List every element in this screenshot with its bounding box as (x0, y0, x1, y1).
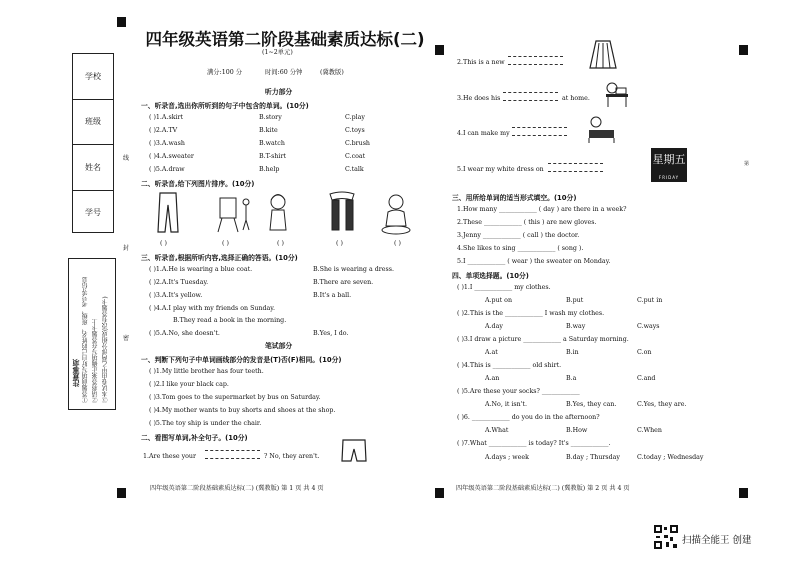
registration-mark (435, 45, 444, 55)
question-item: ( )5.The toy ship is under the chair. (149, 420, 262, 427)
answer-line[interactable] (512, 135, 567, 136)
question-item: 1.How many ____________ ( day ) are there in a week? (457, 206, 627, 213)
written-heading: 笔试部分 (265, 342, 293, 350)
answer-line[interactable] (508, 64, 563, 65)
mc-option: A.day (485, 323, 503, 330)
question-option: C.play (345, 114, 365, 121)
question-text: ? No, they aren't. (264, 453, 320, 460)
answer-line[interactable] (205, 458, 260, 459)
mc-option: C.When (637, 427, 662, 434)
mc-question: ( )6. ____________ do you do in the afternoon? (457, 414, 600, 421)
skirt-picture (588, 38, 618, 72)
homework-picture (602, 80, 632, 108)
question-option: ( )5.A.No, she doesn't. (149, 330, 220, 337)
bed-picture (586, 114, 616, 144)
mc-option: C.Yes, they are. (637, 401, 687, 408)
question-option: B.kite (259, 127, 278, 134)
mc-option: A.days ; week (485, 454, 529, 461)
mc-option: B.Yes, they can. (566, 401, 617, 408)
question-option: ( )3.A.wash (149, 140, 185, 147)
girl-picture (270, 195, 286, 231)
registration-mark (435, 488, 444, 498)
mc-option: B.How (566, 427, 588, 434)
answer-line[interactable] (508, 56, 563, 57)
scarf-picture (330, 192, 354, 230)
friday-label: 星期五 (652, 153, 686, 166)
notice-box (68, 258, 116, 410)
number-field[interactable]: 学号 (85, 208, 101, 218)
mc-option: C.and (637, 375, 656, 382)
shorts-picture (340, 437, 368, 465)
answer-blank[interactable]: ( ) (222, 240, 229, 247)
registration-mark (739, 488, 748, 498)
seal-line-label: 封 (123, 245, 130, 252)
question-text: at home. (562, 95, 590, 102)
answer-blank[interactable]: ( ) (336, 240, 343, 247)
mc-question: ( )5.Are these your socks? ____________ (457, 388, 580, 395)
answer-line[interactable] (548, 163, 603, 164)
mc-question: ( )7.What ____________ is today? It's ____________. (457, 440, 611, 447)
page-footer: 四年级英语第二阶段基础素质达标(二) (冀教版) 第 2 页 共 4 页 (456, 485, 630, 492)
section-title: 三、用所给单词的适当形式填空。(10分) (452, 194, 577, 202)
question-option: B.T-shirt (259, 153, 286, 160)
mc-option: B.in (566, 349, 579, 356)
question-text: 1.Are these your (143, 453, 196, 460)
page-footer: 四年级英语第二阶段基础素质达标(二) (冀教版) 第 1 页 共 4 页 (150, 485, 324, 492)
question-option: B.It's a ball. (313, 292, 352, 299)
school-field[interactable]: 学校 (73, 54, 113, 100)
picture-row (150, 190, 420, 236)
question-item: ( )3.Tom goes to the supermarket by bus on Saturday. (149, 394, 321, 401)
question-item: 5.I ____________ ( wear ) the sweater on Monday. (457, 258, 611, 265)
section-title: 二、听录音,给下列图片排序。(10分) (141, 180, 255, 188)
registration-mark (117, 488, 126, 498)
score-label: 满分:100 分 (207, 69, 243, 76)
mc-option: A.What (485, 427, 509, 434)
question-option: B.help (259, 166, 280, 173)
mc-option: B.day ; Thursday (566, 454, 620, 461)
margin-mark: 第 (744, 161, 750, 167)
answer-line[interactable] (503, 92, 558, 93)
mc-question: ( )2.This is the ____________ I wash my clothes. (457, 310, 605, 317)
friday-card (651, 148, 687, 182)
student-info-box (72, 53, 114, 233)
notice-title: 注意事项 (71, 359, 80, 387)
mc-question: ( )1.I ____________ my clothes. (457, 284, 551, 291)
question-text: 3.He does his (457, 95, 501, 102)
mc-option: A.at (485, 349, 498, 356)
trousers-picture (158, 193, 178, 232)
notice-item: ③本试卷由甲乙两部分组成(没有答题卡) (102, 296, 109, 403)
question-option: ( )4.A.sweater (149, 153, 194, 160)
question-text: 4.I can make my (457, 130, 510, 137)
question-option: ( )1.A.skirt (149, 114, 184, 121)
class-field[interactable]: 班级 (73, 100, 113, 146)
scanner-brand: 扫描全能王 创建 (682, 535, 752, 546)
units: (1~2单元) (262, 49, 293, 56)
mc-option: B.a (566, 375, 577, 382)
notice-item: ①答题前填写好自己的姓名、班级、考号等信息 (82, 277, 89, 403)
question-option: B.They read a book in the morning. (173, 317, 287, 324)
question-option: B.story (259, 114, 282, 121)
mc-question: ( )4.This is ____________ old shirt. (457, 362, 562, 369)
section-title: 二、看图写单词,补全句子。(10分) (141, 434, 248, 442)
mc-option: A.an (485, 375, 500, 382)
child-washing-picture (382, 195, 410, 234)
section-title: 一、听录音,选出你所听到的句子中包含的单词。(10分) (141, 102, 309, 110)
question-item: 3.Jenny ____________ ( call ) the doctor. (457, 232, 580, 239)
answer-blank[interactable]: ( ) (394, 240, 401, 247)
qr-code-icon (654, 525, 678, 549)
answer-blank[interactable]: ( ) (277, 240, 284, 247)
question-option: B.Yes, I do. (313, 330, 349, 337)
question-option: C.toys (345, 127, 365, 134)
page-title: 四年级英语第二阶段基础素质达标(二) (145, 30, 425, 49)
question-option: ( )1.A.He is wearing a blue coat. (149, 266, 253, 273)
mc-option: A.put on (485, 297, 513, 304)
question-option: ( )3.A.It's yellow. (149, 292, 203, 299)
mc-option: B.put (566, 297, 584, 304)
question-option: ( )2.A.It's Tuesday. (149, 279, 209, 286)
listening-heading: 听力部分 (265, 88, 293, 96)
name-field[interactable]: 姓名 (73, 145, 113, 191)
friday-sub: FRIDAY (658, 175, 680, 180)
answer-line[interactable] (512, 127, 567, 128)
question-item: ( )1.My little brother has four teeth. (149, 368, 264, 375)
notice-item: ②请将答案正确填写在答题卡上 (92, 319, 99, 403)
question-option: ( )4.A.I play with my friends on Sunday. (149, 305, 276, 312)
question-option: C.brush (345, 140, 370, 147)
question-item: ( )4.My mother wants to buy shorts and shoes at the shop. (149, 407, 336, 414)
mc-question: ( )3.I draw a picture ____________ a Saturday morning. (457, 336, 629, 343)
answer-line[interactable] (205, 450, 260, 451)
registration-mark (739, 45, 748, 55)
question-option: B.There are seven. (313, 279, 374, 286)
question-item: ( )2.I like your black cap. (149, 381, 229, 388)
question-option: C.coat (345, 153, 366, 160)
answer-blank[interactable]: ( ) (160, 240, 167, 247)
question-option: C.talk (345, 166, 364, 173)
section-title: 三、听录音,根据所听内容,选择正确的答语。(10分) (141, 254, 298, 262)
question-option: B.She is wearing a dress. (313, 266, 394, 273)
section-title: 一、判断下列句子中单词画线部分的发音是(T)否(F)相同。(10分) (141, 356, 342, 364)
question-text: 2.This is a new (457, 59, 505, 66)
time-label: 时间:60 分钟 (265, 69, 303, 76)
registration-mark (117, 17, 126, 27)
seal-line-label: 线 (123, 155, 130, 162)
question-option: ( )2.A.TV (149, 127, 178, 134)
section-title: 四、单项选择题。(10分) (452, 272, 529, 280)
drawing-easel-picture (218, 198, 249, 232)
question-item: 2.These ____________ ( this ) are new gloves. (457, 219, 597, 226)
question-option: ( )5.A.draw (149, 166, 185, 173)
mc-option: C.put in (637, 297, 663, 304)
mc-option: C.on (637, 349, 652, 356)
mc-option: C.ways (637, 323, 660, 330)
question-option: B.watch (259, 140, 285, 147)
answer-line[interactable] (548, 171, 603, 172)
edition-label: (冀教版) (320, 69, 344, 76)
mc-option: C.today ; Wednesday (637, 454, 704, 461)
question-text: 5.I wear my white dress on (457, 166, 544, 173)
question-item: 4.She likes to sing ____________ ( song ). (457, 245, 584, 252)
mc-option: A.No, it isn't. (485, 401, 527, 408)
mc-option: B.way (566, 323, 586, 330)
seal-line-label: 密 (123, 335, 130, 342)
answer-line[interactable] (503, 100, 558, 101)
